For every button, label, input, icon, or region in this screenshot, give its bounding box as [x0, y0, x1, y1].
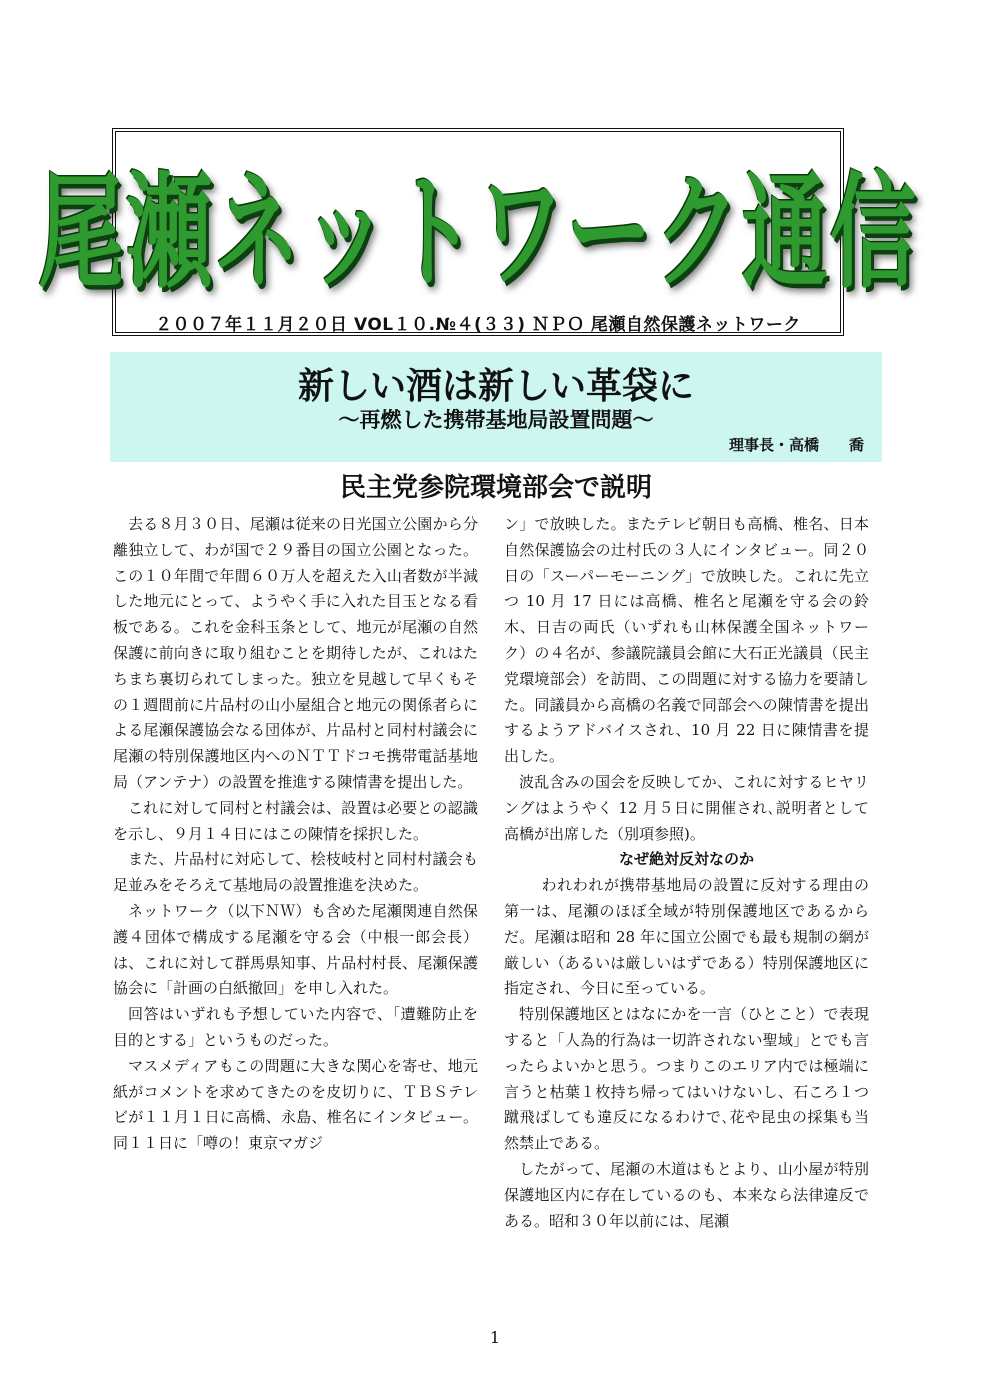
paragraph: 去る８月３０日、尾瀬は従来の日光国立公園から分離独立して、わが国で２９番目の国立公園となった。この１０年間で年間６０万人を超えた入山者数が半減した地元にとって、ようやく手に入れた目玉となる看板である。これを金科玉条として、地元が尾瀬の自然保護に前向きに取り組むことを期待したが、これはたちまち裏切られてしまった。独立を見越して早くもその１週間前に片品村の山小屋組合と地元の関係者らによる尾瀬保護協会なる団体が、片品村と同村村議会に尾瀬の特別保護地区内へのＮＴＴドコモ携帯電話基地局（アンテナ）の設置を推進する陳情書を提出した。	[113, 515, 478, 791]
paragraph: ネットワーク（以下ＮＷ）も含めた尾瀬関連自然保護４団体で構成する尾瀬を守る会（中根一郎会長）は、これに対して群馬県知事、片品村村長、尾瀬保護協会に「計画の白紙撤回」を申し入れた。	[113, 901, 478, 998]
paragraph: 波乱含みの国会を反映してか、これに対するヒヤリングはようやく 12 月５日に開催され､説明者として高橋が出席した（別項参照)。	[504, 772, 869, 843]
masthead	[38, 128, 918, 336]
paragraph: 特別保護地区とはなにかを一言（ひとこと）で表現すると「人為的行為は一切許されない聖域」とでも言ったらよいかと思う。つまりこのエリア内では極端に言うと枯葉１枚持ち帰ってはいけないし、石ころ１つ蹴飛ばしても違反になるわけで､花や昆虫の採集も当然禁止である。	[504, 1005, 869, 1153]
column-subheading: なぜ絶対反対なのか	[618, 850, 754, 869]
article-author: 理事長・高橋 喬	[728, 436, 864, 454]
issue-info-line: ２００７年１１月２０日 VOL１０.№４(３３) ＮＰＯ 尾瀬自然保護ネットワーク	[155, 315, 801, 335]
paragraph: マスメディアもこの問題に大きな関心を寄せ、地元紙がコメントを求めてきたのを皮切りに、ＴＢＳテレビが１１月１日に高橋、永島、椎名にインタビュー。同１１日に「噂の！東京マガジ	[113, 1056, 478, 1153]
left-column	[113, 512, 478, 1157]
paragraph: これに対して同村と村議会は、設置は必要との認識を示し、９月１４日にはこの陳情を採択した。	[113, 798, 478, 843]
paragraph: ン」で放映した。またテレビ朝日も高橋、椎名、日本自然保護協会の辻村氏の３人にインタビュー。同２０日の「スーパーモーニング」で放映した。これに先立つ 10 月 17 日には高橋、椎名と尾瀬を守る会の鈴木、日吉の両氏（いずれも山林保護全国ネットワーク）の４名が、参議院議員会館に大石正光議員（民主党環境部会）を訪問、この問題に対する協力を要請した。同議員から高橋の名義で同部会への陳情書を提出するようアドバイスされ、10 月 22 日に陳情書を提出した。	[504, 515, 869, 766]
article-subtitle: ～再燃した携帯基地局設置問題～	[338, 408, 654, 432]
paragraph: したがって、尾瀬の木道はもとより、山小屋が特別保護地区内に存在しているのも、本来なら法律違反である。昭和３０年以前には、尾瀬	[504, 1159, 869, 1230]
newsletter-logo: 尾瀬ネットワーク通信	[38, 161, 918, 307]
paragraph: 回答はいずれも予想していた内容で、「遭難防止を目的とする」というものだった。	[113, 1005, 478, 1049]
right-column	[504, 512, 869, 1234]
section-heading: 民主党参院環境部会で説明	[339, 473, 652, 503]
article-title: 新しい酒は新しい革袋に	[297, 366, 694, 407]
page-number: 1	[489, 1328, 501, 1347]
title-band	[110, 352, 882, 462]
paragraph: また、片品村に対応して、桧枝岐村と同村村議会も足並みをそろえて基地局の設置推進を決めた。	[113, 850, 478, 895]
paragraph: われわれが携帯基地局の設置に反対する理由の第一は、尾瀬のほぼ全域が特別保護地区であるからだ。尾瀬は昭和 28 年に国立公園でも最も規制の網が厳しい（あるいは厳しいはずである）特別保護地区に指定され、今日に至っている。	[504, 876, 869, 998]
